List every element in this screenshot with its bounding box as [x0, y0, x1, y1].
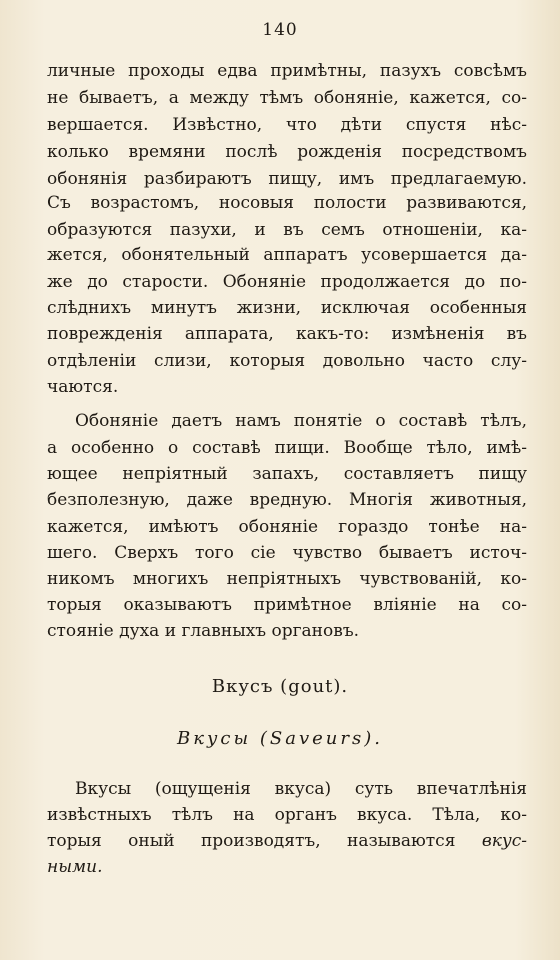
page-number: 140	[262, 20, 298, 40]
paragraph-line: извѣстныхъ тѣлъ на органъ вкуса. Тѣла, ко-	[47, 805, 527, 825]
paragraph-line: же до старости. Обоняніе продолжается до по-	[47, 272, 527, 292]
paragraph-line	[47, 856, 527, 878]
italic-term: вкус-	[481, 831, 527, 851]
paragraph-line: шего. Сверхъ того сіе чувство бываетъ источ-	[47, 543, 527, 563]
paragraph-line-text: торыя оный производятъ, называются	[47, 831, 482, 851]
paragraph-line: Съ возрастомъ, носовыя полости развиваются,	[47, 193, 527, 213]
paragraph-line: поврежденія аппарата, какъ-то: измѣненія въ	[47, 324, 527, 344]
paragraph-line: а особенно о составѣ пищи. Вообще тѣло, имѣ-	[47, 438, 527, 458]
paragraph-line: колько времяни послѣ рожденія посредствомъ	[47, 142, 527, 162]
section-subheading: Вкусы (Saveurs).	[177, 728, 383, 749]
paragraph-line: вершается. Извѣстно, что дѣти спустя нѣс-	[47, 115, 527, 135]
paragraph-line: личные проходы едва примѣтны, пазухъ совсѣмъ	[47, 61, 527, 81]
paragraph-line: торыя оказываютъ примѣтное вліяніе на со-	[47, 595, 527, 615]
paragraph-line: безполезную, даже вредную. Многія животныя,	[47, 490, 527, 510]
paragraph-line: слѣднихъ минутъ жизни, исключая особенныя	[47, 298, 527, 318]
paragraph-line	[47, 830, 527, 852]
paragraph-line: Обоняніе даетъ намъ понятіе о составѣ тѣлъ,	[75, 411, 527, 431]
paragraph-line: стояніе духа и главныхъ органовъ.	[47, 621, 360, 641]
paragraph-line: отдѣленіи слизи, которыя довольно часто слу-	[47, 351, 527, 371]
paragraph-line: образуются пазухи, и въ семъ отношеніи, ка-	[47, 220, 527, 240]
paragraph-line: чаются.	[47, 377, 119, 397]
paragraph-line: жется, обонятельный аппаратъ усовершается да-	[47, 245, 527, 265]
paragraph-line: не бываетъ, а между тѣмъ обоняніе, кажется, со-	[47, 88, 527, 108]
italic-term: ными.	[47, 857, 103, 877]
section-heading: Вкусъ (gout).	[211, 676, 349, 697]
paragraph-line: ющее непріятный запахъ, составляетъ пищу	[47, 464, 527, 484]
paragraph-line: никомъ многихъ непріятныхъ чувствованій, ко-	[47, 569, 527, 589]
paragraph-line: кажется, имѣютъ обоняніе гораздо тонѣе на-	[47, 517, 527, 537]
paragraph-line: Вкусы (ощущенія вкуса) суть впечатлѣнія	[75, 779, 527, 799]
paragraph-line: обонянія разбираютъ пищу, имъ предлагаемую.	[47, 169, 527, 189]
